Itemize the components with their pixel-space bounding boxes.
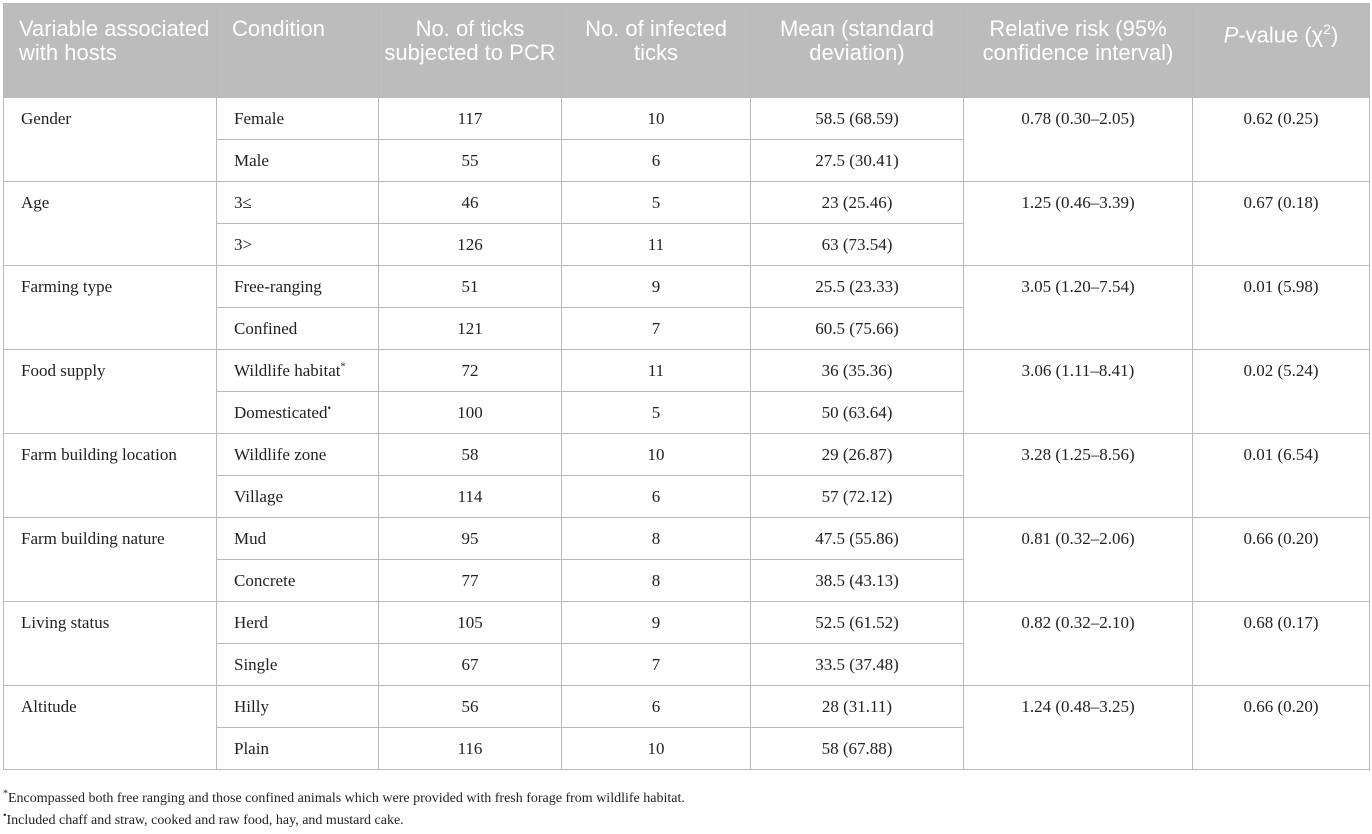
footnotes bbox=[3, 789, 1369, 833]
ticks-cell: 77 bbox=[379, 560, 562, 602]
mean-sd-cell: 60.5 (75.66) bbox=[751, 308, 964, 350]
infected-cell: 8 bbox=[562, 518, 751, 560]
table-row bbox=[4, 182, 1370, 224]
infected-cell: 5 bbox=[562, 182, 751, 224]
condition-cell bbox=[217, 224, 379, 266]
condition-label: 3> bbox=[234, 235, 253, 254]
condition-cell bbox=[217, 602, 379, 644]
infected-cell: 9 bbox=[562, 602, 751, 644]
ticks-cell: 72 bbox=[379, 350, 562, 392]
condition-label: Confined bbox=[234, 319, 298, 338]
mean-sd-cell: 47.5 (55.86) bbox=[751, 518, 964, 560]
header-condition: Condition bbox=[217, 4, 379, 98]
table-row bbox=[4, 98, 1370, 140]
ticks-cell: 116 bbox=[379, 728, 562, 770]
condition-cell bbox=[217, 434, 379, 476]
header-p-italic: P bbox=[1223, 22, 1239, 48]
p-value-cell: 0.68 (0.17) bbox=[1193, 602, 1370, 686]
infected-cell: 7 bbox=[562, 308, 751, 350]
condition-label: Hilly bbox=[234, 697, 269, 716]
infected-cell: 10 bbox=[562, 98, 751, 140]
table-row bbox=[4, 350, 1370, 392]
ticks-cell: 56 bbox=[379, 686, 562, 728]
header-variable: Variable associated with hosts bbox=[4, 4, 217, 98]
header-p-sup: 2 bbox=[1323, 21, 1332, 37]
data-table bbox=[3, 3, 1370, 770]
relative-risk-cell: 3.06 (1.11–8.41) bbox=[964, 350, 1193, 434]
infected-cell: 10 bbox=[562, 728, 751, 770]
condition-label: Male bbox=[234, 151, 269, 170]
condition-label: Domesticated bbox=[234, 403, 328, 422]
mean-sd-cell: 36 (35.36) bbox=[751, 350, 964, 392]
infected-cell: 11 bbox=[562, 350, 751, 392]
mean-sd-cell: 25.5 (23.33) bbox=[751, 266, 964, 308]
infected-cell: 6 bbox=[562, 140, 751, 182]
relative-risk-cell: 0.82 (0.32–2.10) bbox=[964, 602, 1193, 686]
mean-sd-cell: 23 (25.46) bbox=[751, 182, 964, 224]
ticks-cell: 46 bbox=[379, 182, 562, 224]
condition-label: Single bbox=[234, 655, 278, 674]
footnote-mark: * bbox=[340, 361, 346, 373]
p-value-cell: 0.66 (0.20) bbox=[1193, 518, 1370, 602]
footnote bbox=[3, 811, 1369, 833]
variable-cell: Farm building nature bbox=[4, 518, 217, 602]
footnote-symbol: • bbox=[3, 810, 7, 822]
ticks-cell: 126 bbox=[379, 224, 562, 266]
condition-cell bbox=[217, 728, 379, 770]
variable-cell: Farming type bbox=[4, 266, 217, 350]
relative-risk-cell: 1.24 (0.48–3.25) bbox=[964, 686, 1193, 770]
relative-risk-cell: 3.05 (1.20–7.54) bbox=[964, 266, 1193, 350]
condition-label: Wildlife habitat bbox=[234, 361, 341, 380]
table-row bbox=[4, 686, 1370, 728]
header-mean-sd: Mean (standard deviation) bbox=[751, 4, 964, 98]
variable-cell: Farm building location bbox=[4, 434, 217, 518]
ticks-cell: 117 bbox=[379, 98, 562, 140]
p-value-cell: 0.66 (0.20) bbox=[1193, 686, 1370, 770]
condition-cell bbox=[217, 308, 379, 350]
condition-label: Female bbox=[234, 109, 285, 128]
footnote-text: Included chaff and straw, cooked and raw food, hay, and mustard cake. bbox=[6, 813, 404, 828]
infected-cell: 6 bbox=[562, 476, 751, 518]
infected-cell: 11 bbox=[562, 224, 751, 266]
table-row bbox=[4, 266, 1370, 308]
mean-sd-cell: 52.5 (61.52) bbox=[751, 602, 964, 644]
condition-cell bbox=[217, 98, 379, 140]
condition-cell bbox=[217, 140, 379, 182]
p-value-cell: 0.62 (0.25) bbox=[1193, 98, 1370, 182]
p-value-cell: 0.01 (5.98) bbox=[1193, 266, 1370, 350]
condition-label: Village bbox=[234, 487, 284, 506]
condition-cell bbox=[217, 350, 379, 392]
table-row bbox=[4, 602, 1370, 644]
mean-sd-cell: 33.5 (37.48) bbox=[751, 644, 964, 686]
ticks-cell: 58 bbox=[379, 434, 562, 476]
footnote-symbol: * bbox=[3, 788, 8, 800]
mean-sd-cell: 28 (31.11) bbox=[751, 686, 964, 728]
condition-cell bbox=[217, 182, 379, 224]
table-body bbox=[4, 98, 1370, 770]
infected-cell: 5 bbox=[562, 392, 751, 434]
relative-risk-cell: 1.25 (0.46–3.39) bbox=[964, 182, 1193, 266]
header-p-rest: -value (χ bbox=[1238, 22, 1324, 48]
header-p-value bbox=[1193, 4, 1370, 98]
relative-risk-cell: 0.81 (0.32–2.06) bbox=[964, 518, 1193, 602]
header-p-close: ) bbox=[1331, 22, 1339, 48]
condition-cell bbox=[217, 476, 379, 518]
relative-risk-cell: 3.28 (1.25–8.56) bbox=[964, 434, 1193, 518]
condition-label: 3≤ bbox=[234, 193, 252, 212]
condition-cell bbox=[217, 266, 379, 308]
mean-sd-cell: 29 (26.87) bbox=[751, 434, 964, 476]
variable-cell: Food supply bbox=[4, 350, 217, 434]
mean-sd-cell: 58.5 (68.59) bbox=[751, 98, 964, 140]
condition-cell bbox=[217, 644, 379, 686]
variable-cell: Altitude bbox=[4, 686, 217, 770]
infected-cell: 9 bbox=[562, 266, 751, 308]
footnote-mark: • bbox=[327, 403, 331, 415]
infected-cell: 10 bbox=[562, 434, 751, 476]
ticks-cell: 114 bbox=[379, 476, 562, 518]
ticks-cell: 67 bbox=[379, 644, 562, 686]
ticks-cell: 55 bbox=[379, 140, 562, 182]
p-value-cell: 0.67 (0.18) bbox=[1193, 182, 1370, 266]
condition-cell bbox=[217, 392, 379, 434]
condition-label: Free-ranging bbox=[234, 277, 322, 296]
mean-sd-cell: 50 (63.64) bbox=[751, 392, 964, 434]
mean-sd-cell: 58 (67.88) bbox=[751, 728, 964, 770]
ticks-cell: 121 bbox=[379, 308, 562, 350]
ticks-cell: 100 bbox=[379, 392, 562, 434]
mean-sd-cell: 57 (72.12) bbox=[751, 476, 964, 518]
header-infected: No. of infected ticks bbox=[562, 4, 751, 98]
variable-cell: Gender bbox=[4, 98, 217, 182]
condition-label: Plain bbox=[234, 739, 269, 758]
ticks-cell: 51 bbox=[379, 266, 562, 308]
ticks-cell: 95 bbox=[379, 518, 562, 560]
infected-cell: 8 bbox=[562, 560, 751, 602]
infected-cell: 7 bbox=[562, 644, 751, 686]
header-row bbox=[4, 4, 1370, 98]
condition-cell bbox=[217, 686, 379, 728]
condition-label: Mud bbox=[234, 529, 267, 548]
variable-cell: Living status bbox=[4, 602, 217, 686]
condition-cell bbox=[217, 518, 379, 560]
table-row bbox=[4, 518, 1370, 560]
p-value-cell: 0.02 (5.24) bbox=[1193, 350, 1370, 434]
table-row bbox=[4, 434, 1370, 476]
footnote-text: Encompassed both free ranging and those confined animals which were provided with fresh forage from wildlife habitat. bbox=[8, 791, 685, 806]
variable-cell: Age bbox=[4, 182, 217, 266]
condition-cell bbox=[217, 560, 379, 602]
mean-sd-cell: 63 (73.54) bbox=[751, 224, 964, 266]
header-ticks-pcr: No. of ticks subjected to PCR bbox=[379, 4, 562, 98]
condition-label: Wildlife zone bbox=[234, 445, 327, 464]
ticks-cell: 105 bbox=[379, 602, 562, 644]
condition-label: Concrete bbox=[234, 571, 296, 590]
infected-cell: 6 bbox=[562, 686, 751, 728]
header-relative-risk: Relative risk (95% confidence interval) bbox=[964, 4, 1193, 98]
condition-label: Herd bbox=[234, 613, 268, 632]
mean-sd-cell: 27.5 (30.41) bbox=[751, 140, 964, 182]
mean-sd-cell: 38.5 (43.13) bbox=[751, 560, 964, 602]
relative-risk-cell: 0.78 (0.30–2.05) bbox=[964, 98, 1193, 182]
footnote bbox=[3, 789, 1369, 811]
p-value-cell: 0.01 (6.54) bbox=[1193, 434, 1370, 518]
